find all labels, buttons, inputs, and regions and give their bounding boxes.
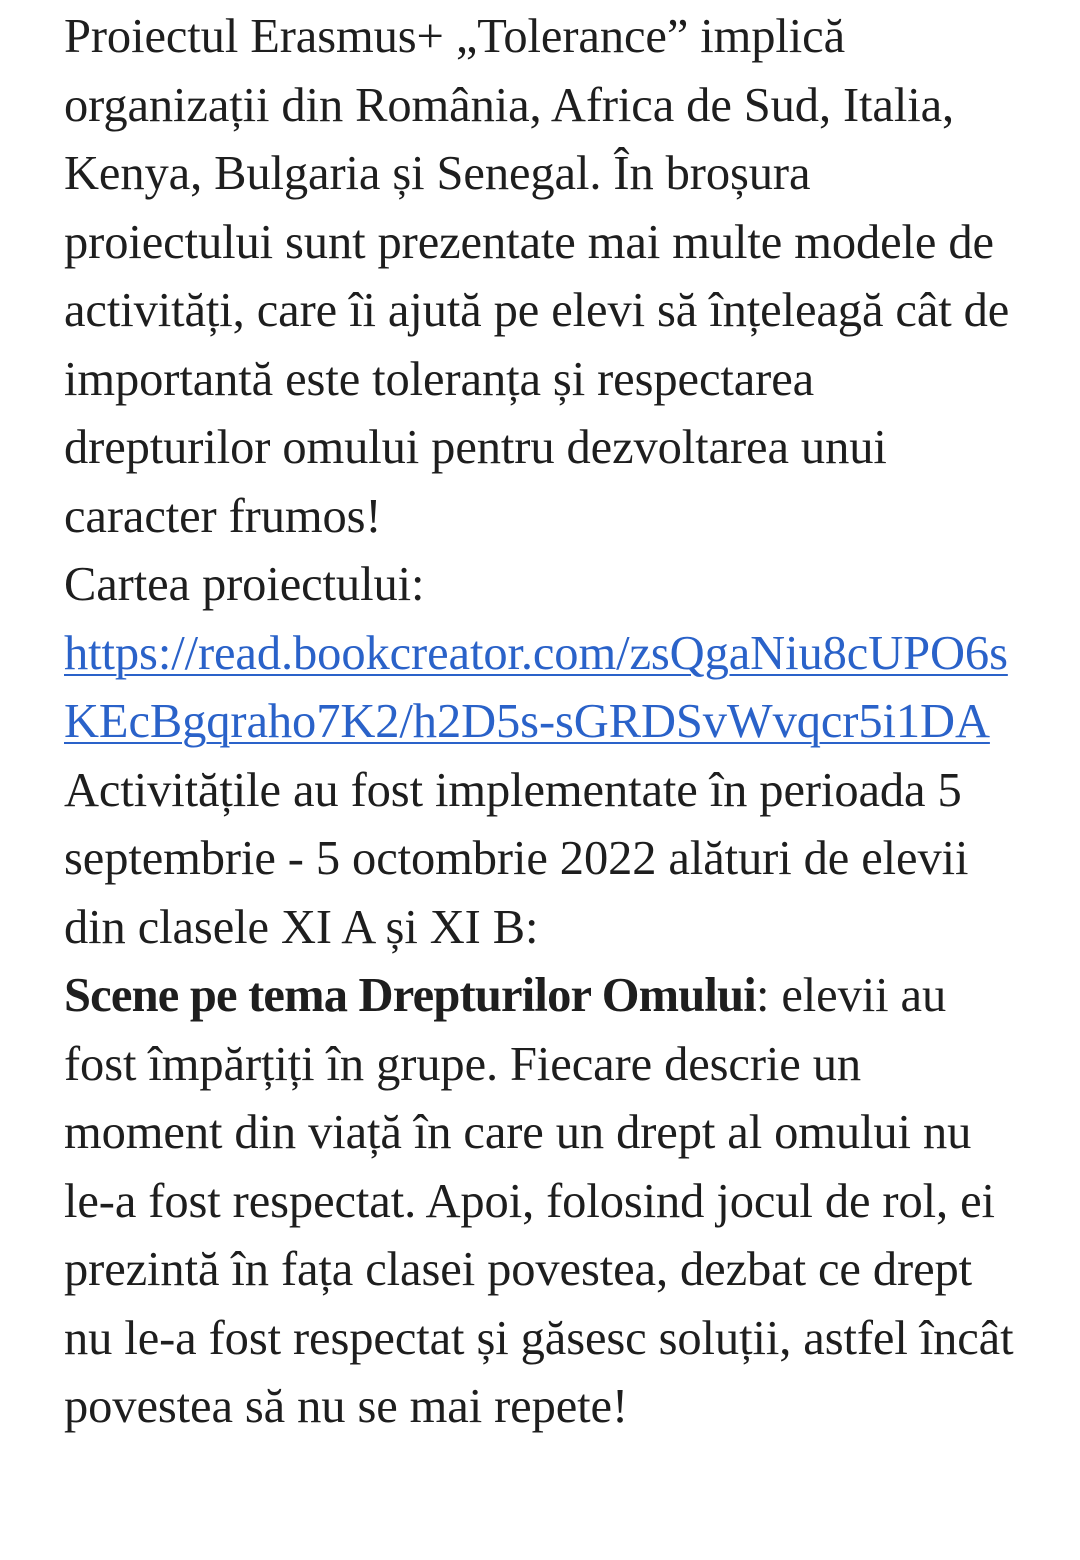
scene-text: : elevii au fost împărțiți în grupe. Fiecare descrie un moment din viață în care un drept al omului nu le-a fost respectat. Apoi, folosind jocul de rol, ei prezintă în fața clasei povestea, dezbat ce drept nu le-a fost respectat și găsesc soluții, astfel încât povestea să nu se mai repete!	[64, 969, 1014, 1433]
scene-title: Scene pe tema Drepturilor Omului	[64, 969, 756, 1022]
activities-paragraph: Activitățile au fost implementate în perioada 5 septembrie - 5 octombrie 2022 alături de elevii din clasele XI A și XI B:	[64, 763, 969, 954]
book-link-line	[64, 620, 1014, 757]
book-link[interactable]: https://read.bookcreator.com/zsQgaNiu8cUPO6sKEcBgqraho7K2/h2D5s-sGRDSvWvqcr5i1DA	[64, 626, 1008, 748]
intro-paragraph: Proiectul Erasmus+ „Tolerance” implică organizații din România, Africa de Sud, Italia, Kenya, Bulgaria și Senegal. În broșura proiectului sunt prezentate mai multe modele de activități, care îi ajută pe elevi să înțeleagă cât de importantă este toleranța și respectarea drepturilor omului pentru dezvoltarea unui caracter frumos!	[64, 10, 1010, 543]
scene-paragraph	[64, 962, 1014, 1442]
article-body	[64, 3, 1014, 1442]
book-label: Cartea proiectului:	[64, 558, 425, 611]
